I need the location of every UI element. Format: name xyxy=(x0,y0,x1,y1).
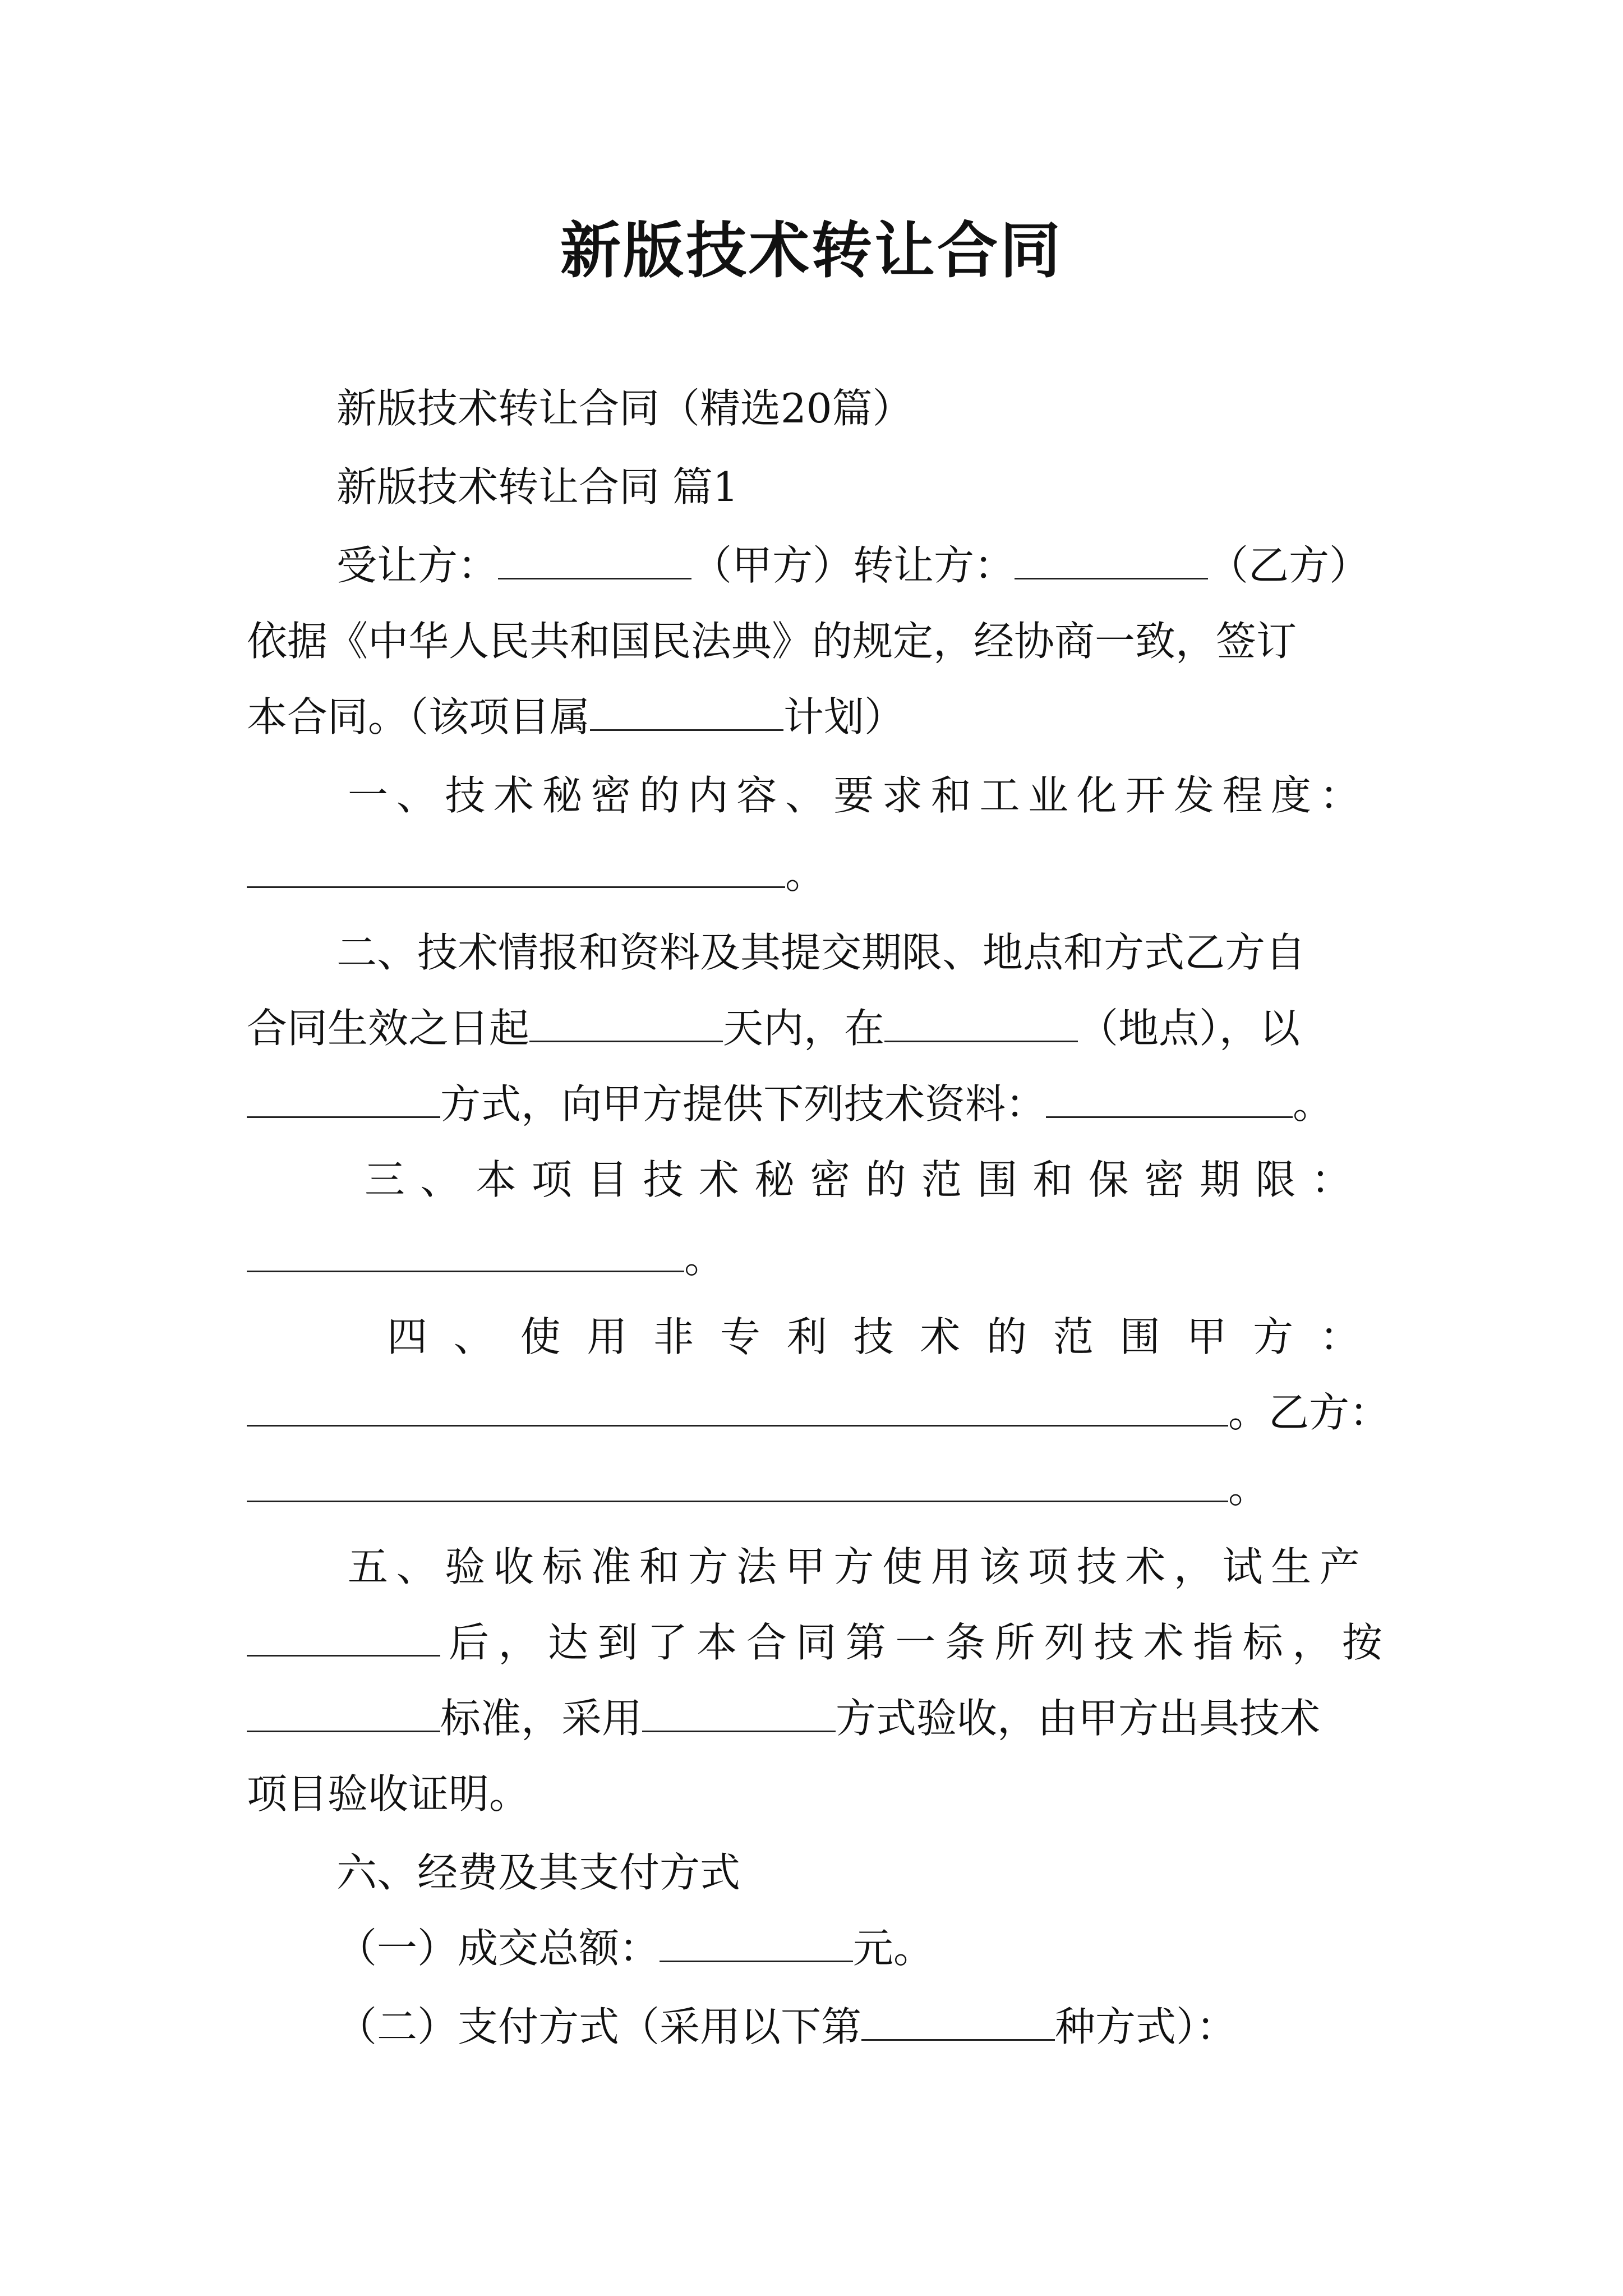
heading-char: 、 xyxy=(396,1543,437,1590)
heading-char: 方 xyxy=(1253,1313,1294,1360)
basis-line: 依据《中华人民共和国民法典》的规定，经协商一致，签订 xyxy=(247,618,1297,665)
assignor-blank xyxy=(1015,539,1208,579)
section-6-item-1 xyxy=(336,1921,1623,1975)
contract-text: 本合同。（该项目属 xyxy=(247,693,591,740)
party-b-scope-label: 。乙方： xyxy=(1228,1389,1390,1436)
section-3-heading xyxy=(365,1153,1352,1207)
heading-char: 工 xyxy=(979,772,1020,819)
section-5-line-3 xyxy=(247,1691,1623,1745)
heading-char: 四 xyxy=(387,1313,428,1360)
section-5-line-2-text xyxy=(449,1616,1382,1669)
heading-char: 本 xyxy=(697,1619,737,1666)
trial-blank xyxy=(247,1616,440,1657)
heading-char: 产 xyxy=(1319,1543,1360,1590)
heading-char: 和 xyxy=(639,1543,680,1590)
heading-char: 的 xyxy=(639,772,680,819)
chapter-heading: 新版技术转让合同 篇1 xyxy=(336,463,739,510)
heading-char: 技 xyxy=(1076,1543,1117,1590)
acceptance-method-blank xyxy=(642,1691,836,1732)
heading-char: 、 xyxy=(453,1313,494,1360)
heading-char: 项 xyxy=(1027,1543,1068,1590)
heading-char: 一 xyxy=(348,772,389,819)
section-1-heading xyxy=(348,769,1360,822)
heading-char: 、 xyxy=(420,1156,461,1203)
assignee-label: 受让方： xyxy=(336,542,499,589)
heading-char: 度 xyxy=(1271,772,1312,819)
heading-char: 到 xyxy=(597,1619,638,1666)
standard-text: 标准，采用 xyxy=(440,1695,643,1742)
heading-char: 利 xyxy=(786,1313,827,1360)
heading-char: 和 xyxy=(930,772,971,819)
heading-char: 条 xyxy=(944,1619,985,1666)
tech-secret-blank xyxy=(247,847,785,888)
period: 。 xyxy=(1228,1465,1269,1512)
section-2-line-1: 二、技术情报和资料及其提交期限、地点和方式乙方自 xyxy=(336,929,1306,976)
heading-char: 方 xyxy=(833,1543,874,1590)
assignee-blank xyxy=(498,539,691,579)
heading-char: 技 xyxy=(853,1313,894,1360)
heading-char: 内 xyxy=(688,772,728,819)
heading-char: 密 xyxy=(1144,1156,1184,1203)
heading-char: 期 xyxy=(1200,1156,1241,1203)
heading-char: 使 xyxy=(520,1313,561,1360)
heading-char: 容 xyxy=(736,772,777,819)
heading-char: 合 xyxy=(746,1619,787,1666)
heading-char: 三 xyxy=(365,1156,405,1203)
section-6-item-2 xyxy=(336,2000,1623,2054)
heading-char: 和 xyxy=(1032,1156,1073,1203)
heading-char: 围 xyxy=(977,1156,1018,1203)
heading-char: 达 xyxy=(547,1619,588,1666)
provide-text: 方式，向甲方提供下列技术资料： xyxy=(440,1080,1046,1128)
heading-char: 了 xyxy=(647,1619,688,1666)
heading-char: 术 xyxy=(493,772,534,819)
heading-char: 范 xyxy=(1053,1313,1094,1360)
heading-char: 的 xyxy=(865,1156,906,1203)
heading-char: 保 xyxy=(1088,1156,1129,1203)
heading-char: 的 xyxy=(986,1313,1027,1360)
heading-char: 同 xyxy=(796,1619,837,1666)
payment-option-blank xyxy=(861,2000,1055,2041)
heading-char: 、 xyxy=(396,772,437,819)
heading-char: 法 xyxy=(736,1543,777,1590)
heading-char: 业 xyxy=(1027,772,1068,819)
payment-method-label: （二）支付方式（采用以下第 xyxy=(336,2003,862,2050)
heading-char: 技 xyxy=(643,1156,684,1203)
party-b-scope-blank xyxy=(247,1461,1228,1502)
location-blank xyxy=(884,1001,1078,1042)
heading-char: 收 xyxy=(493,1543,534,1590)
location-text: （地点），以 xyxy=(1078,1005,1301,1052)
heading-char: 术 xyxy=(1143,1619,1184,1666)
materials-blank xyxy=(1046,1077,1293,1118)
heading-char: 该 xyxy=(979,1543,1020,1590)
heading-char: 、 xyxy=(785,772,826,819)
party-b-label: （乙方） xyxy=(1208,542,1370,589)
heading-char: 非 xyxy=(653,1313,694,1360)
heading-char: 术 xyxy=(698,1156,739,1203)
heading-char: ， xyxy=(1292,1619,1333,1666)
heading-char: 验 xyxy=(445,1543,486,1590)
heading-char: 技 xyxy=(1094,1619,1135,1666)
days-blank xyxy=(529,1001,723,1042)
heading-char: 五 xyxy=(348,1543,389,1590)
plan-text: 计划） xyxy=(783,693,905,740)
heading-char: 项 xyxy=(531,1156,572,1203)
heading-char: 发 xyxy=(1173,772,1214,819)
heading-char: 密 xyxy=(591,772,631,819)
section-2-line-3 xyxy=(247,1077,1623,1131)
heading-char: 甲 xyxy=(785,1543,826,1590)
plan-blank xyxy=(590,690,783,731)
heading-char: ， xyxy=(1173,1543,1214,1590)
heading-char: 秘 xyxy=(754,1156,795,1203)
effective-text: 合同生效之日起 xyxy=(247,1005,530,1052)
method-blank xyxy=(247,1077,440,1118)
parties-line xyxy=(336,539,1623,592)
section-4-heading xyxy=(387,1310,1360,1364)
heading-char: 范 xyxy=(921,1156,962,1203)
heading-char: 技 xyxy=(445,772,486,819)
payment-method-text: 种方式）： xyxy=(1055,2003,1237,2050)
heading-char: 后 xyxy=(449,1619,490,1666)
heading-char: 求 xyxy=(882,772,923,819)
acceptance-text: 方式验收，由甲方出具技术 xyxy=(836,1695,1321,1742)
heading-char: ： xyxy=(1319,1313,1360,1360)
heading-char: 密 xyxy=(810,1156,851,1203)
heading-char: 本 xyxy=(476,1156,517,1203)
heading-char: 一 xyxy=(895,1619,936,1666)
total-amount-label: （一）成交总额： xyxy=(336,1925,660,1972)
period: 。 xyxy=(1293,1080,1334,1128)
heading-char: 术 xyxy=(1125,1543,1166,1590)
heading-char: 用 xyxy=(587,1313,628,1360)
heading-char: 所 xyxy=(994,1619,1035,1666)
subtitle: 新版技术转让合同（精选20篇） xyxy=(336,385,913,432)
heading-char: 准 xyxy=(591,1543,631,1590)
section-1-blank-line xyxy=(247,847,1623,901)
days-text: 天内，在 xyxy=(723,1005,885,1052)
period: 。 xyxy=(785,850,826,898)
heading-char: 列 xyxy=(1044,1619,1085,1666)
heading-char: 指 xyxy=(1193,1619,1234,1666)
heading-char: 专 xyxy=(720,1313,760,1360)
section-3-blank-line xyxy=(247,1231,1623,1285)
party-a-scope-blank xyxy=(247,1386,1228,1427)
heading-char: 用 xyxy=(930,1543,971,1590)
heading-char: 化 xyxy=(1076,772,1117,819)
heading-char: 标 xyxy=(1242,1619,1283,1666)
yuan-text: 元。 xyxy=(853,1925,934,1972)
heading-char: 目 xyxy=(587,1156,628,1203)
heading-char: 程 xyxy=(1222,772,1263,819)
heading-char: 第 xyxy=(845,1619,886,1666)
heading-char: 试 xyxy=(1222,1543,1263,1590)
period: 。 xyxy=(684,1235,725,1282)
heading-char: ： xyxy=(1311,1156,1352,1203)
document-title: 新版技术转让合同 xyxy=(560,215,1063,286)
heading-char: 方 xyxy=(688,1543,728,1590)
contract-line xyxy=(247,690,1623,744)
standard-blank xyxy=(247,1691,440,1732)
heading-char: 标 xyxy=(542,1543,583,1590)
section-2-line-2 xyxy=(247,1001,1623,1055)
heading-char: 围 xyxy=(1119,1313,1160,1360)
heading-char: ： xyxy=(1319,772,1360,819)
heading-char: ， xyxy=(498,1619,539,1666)
heading-char: 秘 xyxy=(542,772,583,819)
heading-char: 按 xyxy=(1341,1619,1382,1666)
section-5-line-4: 项目验收证明。 xyxy=(247,1770,530,1818)
heading-char: 要 xyxy=(833,772,874,819)
heading-char: 限 xyxy=(1255,1156,1296,1203)
heading-char: 术 xyxy=(920,1313,961,1360)
section-5-heading xyxy=(348,1540,1360,1594)
heading-char: 甲 xyxy=(1186,1313,1227,1360)
scope-blank xyxy=(247,1231,684,1272)
assignor-label: （甲方）转让方： xyxy=(691,542,1015,589)
section-4-line-3 xyxy=(247,1461,1623,1515)
heading-char: 使 xyxy=(882,1543,923,1590)
section-6-heading: 六、经费及其支付方式 xyxy=(336,1849,741,1896)
section-4-line-2 xyxy=(247,1386,1623,1439)
total-amount-blank xyxy=(660,1921,853,1962)
heading-char: 开 xyxy=(1125,772,1166,819)
heading-char: 生 xyxy=(1271,1543,1312,1590)
